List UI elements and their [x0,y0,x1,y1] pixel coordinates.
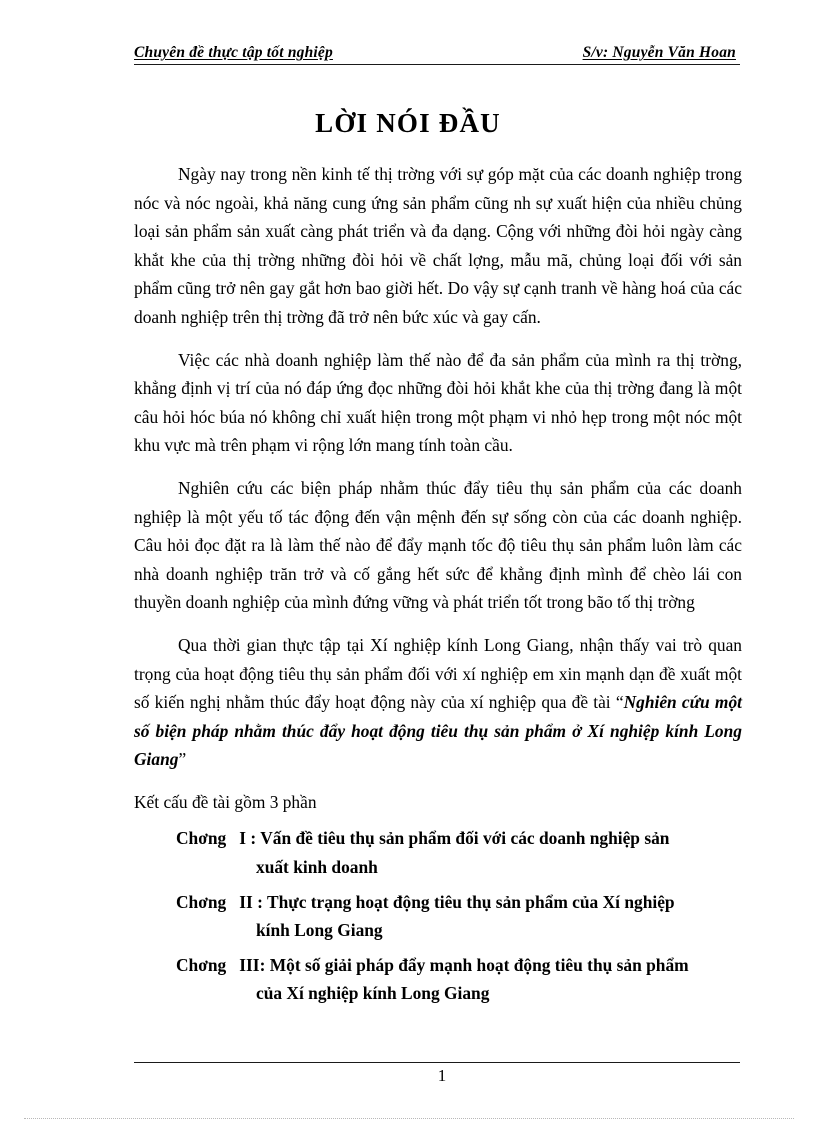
chapter-entry-1 [134,824,742,881]
chapter-3-line1: Một số giải pháp đẩy mạnh hoạt động tiêu thụ sản phẩm [265,954,689,975]
paragraph-4-tail: ” [178,749,187,770]
header-document-title: Chuyên đề thực tập tốt nghiệp [134,44,333,61]
footer-divider [134,1062,740,1063]
chapter-1-label: Chơng I : [176,828,257,849]
paragraph-4-lead: Qua thời gian thực tập tại Xí nghiệp kính Long Giang, nhận thấy vai trò quan trọng của hoạt động tiêu thụ sản phẩm đối với xí nghiệp em xin mạnh dạn đề xuất một số kiến nghị nhằm thúc đẩy hoạt động này của xí nghiệp qua đề tài “ [134,634,742,713]
paragraph-1: Ngày nay trong nền kinh tế thị trờng với sự góp mặt của các doanh nghiệp trong nóc và nóc ngoài, khả năng cung ứng sản phẩm cũng nh sự xuất hiện của nhiều chủng loại sản phẩm sản xuất càng phát triển và đa dạng. Cộng với những đòi hỏi ngày càng khắt khe của thị trờng những đòi hỏi về chất lợng, mẫu mã, chủng loại đối với sản phẩm cũng trở nên gay gắt hơn bao giời hết. Do vậy sự cạnh tranh về hàng hoá của các doanh nghiệp trên thị trờng đã trở nên bức xúc và gay cấn. [134,164,742,327]
scan-edge-artifact [24,1118,794,1119]
chapter-entry-2 [134,888,742,945]
paragraph-4 [134,631,742,774]
chapter-1-line2: xuất kinh doanh [256,857,378,878]
chapter-3-label: Chơng III: [176,954,266,975]
header-student-name: S/v: Nguyễn Văn Hoan [582,44,736,61]
chapter-2-label: Chơng II : [176,891,263,912]
chapter-1-line1: Vấn đề tiêu thụ sản phẩm đối với các doanh nghiệp sản [256,828,670,849]
chapter-2-line2: kính Long Giang [256,920,383,941]
page-number: 1 [437,1066,447,1085]
chapter-3-line2: của Xí nghiệp kính Long Giang [256,983,490,1004]
thesis-topic-title: Nghiên cứu một số biện pháp nhằm thúc đẩy hoạt động tiêu thụ sản phẩm ở Xí nghiệp kính Long Giang [134,692,742,770]
running-header [134,44,740,65]
document-body [134,160,742,1014]
page-title: LỜI NÓI ĐẦU [315,108,501,138]
structure-lead: Kết cấu đề tài gồm 3 phần [134,791,317,812]
paragraph-2: Việc các nhà doanh nghiệp làm thế nào để đa sản phẩm của mình ra thị trờng, khẳng định vị trí của nó đáp ứng đọc những đòi hỏi khắt khe của thị trờng đang là một câu hỏi hóc búa nó không chỉ xuất hiện trong một phạm vi nhỏ hẹp trong một nóc một khu vực mà trên phạm vi rộng lớn mang tính toàn cầu. [134,349,742,456]
chapter-2-line1: Thực trạng hoạt động tiêu thụ sản phẩm của Xí nghiệp [262,891,675,912]
paragraph-3: Nghiên cứu các biện pháp nhằm thúc đẩy tiêu thụ sản phẩm của các doanh nghiệp là một yếu tố tác động đến vận mệnh đến sự sống còn của các doanh nghiệp. Câu hỏi đọc đặt ra là làm thế nào để đẩy mạnh tốc độ tiêu thụ sản phẩm luôn làm các nhà doanh nghiệp trăn trở và cố gắng hết sức để khẳng định mình để chèo lái con thuyền doanh nghiệp của mình đứng vững và phát triển tốt trong bão tố thị trờng [134,477,742,613]
chapter-entry-3 [134,951,742,1008]
